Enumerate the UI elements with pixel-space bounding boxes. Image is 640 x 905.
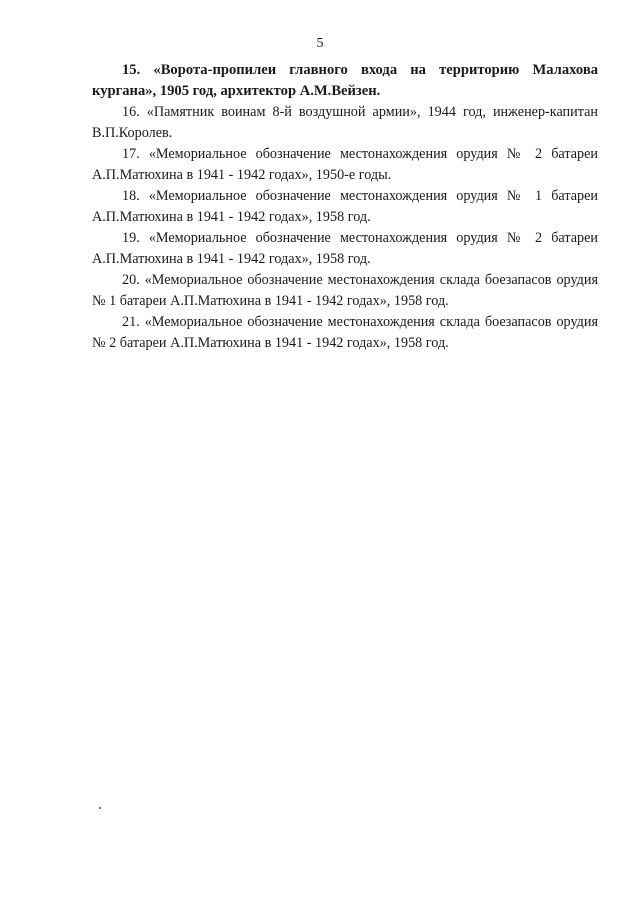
item-text: «Мемориальное обозначение местонахождения орудия № 2 батареи А.П.Матюхина в 1941 - 1942 годах», 1958 год. [92,229,599,267]
item-text: «Мемориальное обозначение местонахождения орудия № 2 батареи А.П.Матюхина в 1941 - 1942 годах», 1950-е годы. [92,145,599,183]
page-number: 5 [316,36,324,51]
list-item-19 [92,228,598,270]
list-item-20 [92,270,598,312]
list-item-17 [92,144,598,186]
item-text: «Ворота-пропилеи главного входа на территорию Малахова кургана», 1905 год, архитектор А.М.Вейзен. [92,62,598,99]
list-item-21 [92,312,598,354]
item-number: 18. [122,187,140,204]
item-number: 20. [122,271,140,288]
item-text: «Памятник воинам 8-й воздушной армии», 1944 год, инженер-капитан В.П.Королев. [92,103,599,141]
item-number: 19. [122,229,140,246]
item-text: «Мемориальное обозначение местонахождения склада боезапасов орудия № 1 батареи А.П.Матюхина в 1941 - 1942 годах», 1958 год. [92,271,598,309]
document-body [92,60,598,354]
item-text: «Мемориальное обозначение местонахождения склада боезапасов орудия № 2 батареи А.П.Матюхина в 1941 - 1942 годах», 1958 год. [92,313,598,351]
item-number: 17. [122,145,140,162]
item-number: 16. [122,103,140,120]
item-text: «Мемориальное обозначение местонахождения орудия № 1 батареи А.П.Матюхина в 1941 - 1942 годах», 1958 год. [92,187,599,225]
list-item-18 [92,186,598,228]
scan-speck [99,807,101,809]
item-number: 15. [122,62,141,78]
list-item-15 [92,60,598,102]
list-item-16 [92,102,598,144]
item-number: 21. [122,313,140,330]
